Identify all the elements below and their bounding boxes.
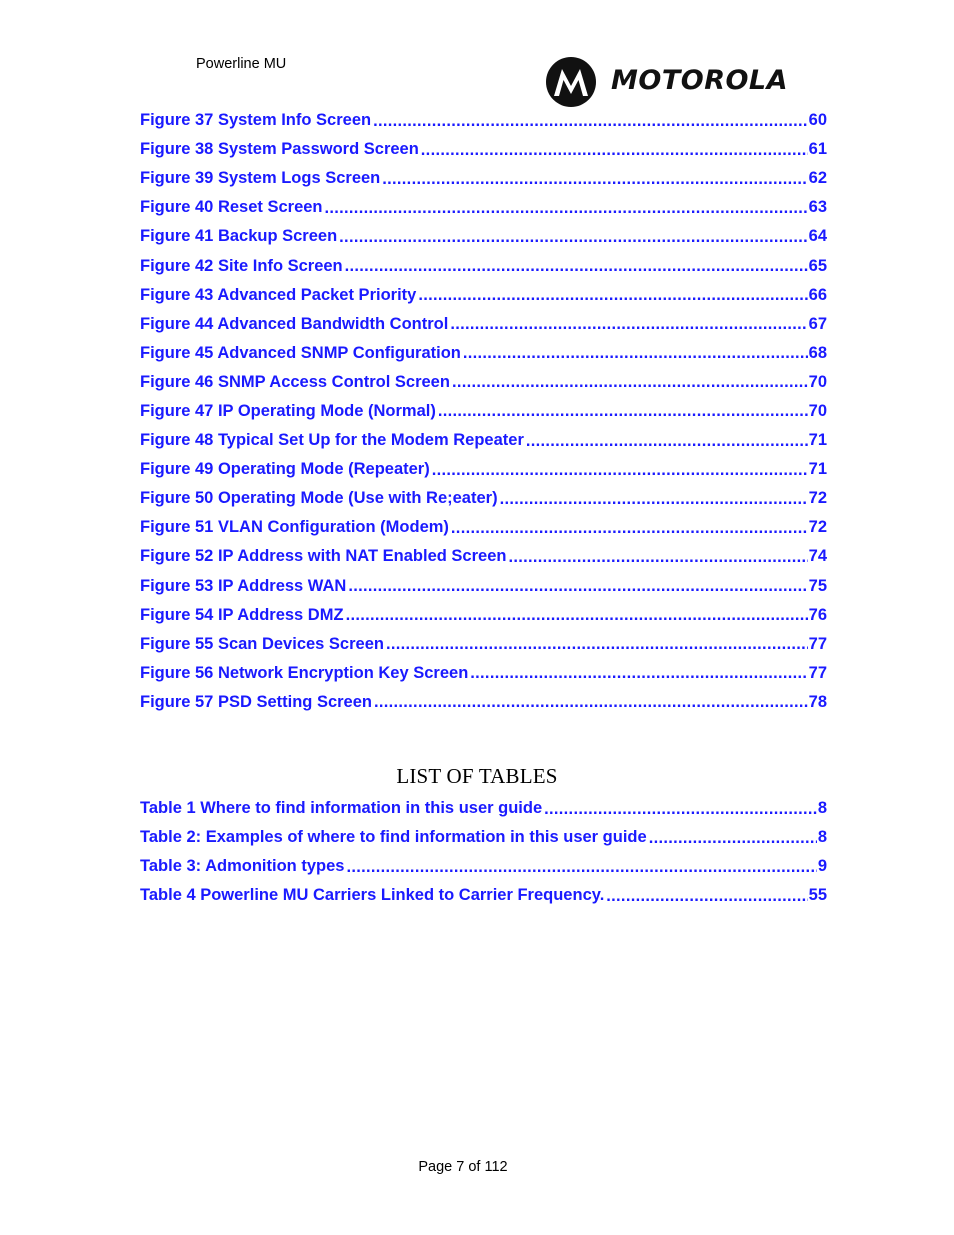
motorola-logo [545, 56, 815, 108]
toc-entry-page: 67 [808, 314, 827, 333]
toc-entry-page: 61 [808, 140, 827, 159]
toc-entry-figure-43[interactable] [140, 281, 827, 310]
toc-entry-page: 63 [808, 198, 827, 217]
document-header-title: Powerline MU [196, 56, 287, 72]
dot-leader [345, 256, 808, 276]
toc-entry-label: Figure 41 Backup Screen [140, 227, 338, 246]
dot-leader [346, 857, 816, 877]
toc-entry-figure-37[interactable] [140, 106, 827, 135]
toc-entry-figure-54[interactable] [140, 601, 827, 630]
toc-entry-figure-44[interactable] [140, 310, 827, 339]
dot-leader [606, 886, 807, 906]
dot-leader [452, 372, 808, 392]
dot-leader [508, 547, 807, 567]
dot-leader [374, 692, 808, 712]
toc-entry-page: 76 [808, 605, 827, 624]
toc-entry-label: Figure 39 System Logs Screen [140, 169, 381, 188]
toc-entry-table-1[interactable] [140, 794, 827, 823]
toc-entry-page: 65 [808, 256, 827, 275]
toc-entry-figure-40[interactable] [140, 193, 827, 222]
toc-entry-figure-52[interactable] [140, 542, 827, 571]
list-of-tables [140, 794, 827, 910]
toc-entry-page: 72 [808, 489, 827, 508]
dot-leader [373, 111, 808, 131]
toc-entry-label: Figure 46 SNMP Access Control Screen [140, 372, 450, 391]
toc-entry-table-3[interactable] [140, 852, 827, 881]
toc-entry-figure-55[interactable] [140, 630, 827, 659]
toc-entry-figure-51[interactable] [140, 513, 827, 542]
toc-entry-page: 77 [808, 663, 827, 682]
dot-leader [649, 828, 817, 848]
toc-entry-page: 70 [808, 401, 827, 420]
toc-entry-label: Figure 52 IP Address with NAT Enabled Screen [140, 547, 507, 566]
toc-entry-figure-53[interactable] [140, 572, 827, 601]
dot-leader [325, 198, 808, 218]
dot-leader [470, 663, 807, 683]
toc-entry-page: 78 [808, 692, 827, 711]
toc-entry-page: 71 [808, 431, 827, 450]
toc-entry-figure-49[interactable] [140, 455, 827, 484]
dot-leader [463, 343, 808, 363]
toc-entry-figure-47[interactable] [140, 397, 827, 426]
toc-entry-figure-56[interactable] [140, 659, 827, 688]
dot-leader [451, 518, 808, 538]
toc-entry-figure-39[interactable] [140, 164, 827, 193]
toc-entry-label: Figure 40 Reset Screen [140, 198, 323, 217]
toc-entry-figure-45[interactable] [140, 339, 827, 368]
dot-leader [418, 285, 807, 305]
toc-entry-page: 70 [808, 372, 827, 391]
dot-leader [382, 169, 807, 189]
toc-entry-table-2[interactable] [140, 823, 827, 852]
toc-entry-label: Table 2: Examples of where to find information in this user guide [140, 828, 647, 847]
toc-entry-page: 77 [808, 634, 827, 653]
dot-leader [432, 460, 808, 480]
toc-entry-label: Figure 51 VLAN Configuration (Modem) [140, 518, 449, 537]
toc-entry-page: 8 [817, 799, 827, 818]
toc-entry-figure-41[interactable] [140, 222, 827, 251]
toc-entry-label: Figure 57 PSD Setting Screen [140, 692, 372, 711]
toc-entry-label: Figure 55 Scan Devices Screen [140, 634, 384, 653]
toc-entry-page: 8 [817, 828, 827, 847]
toc-entry-figure-50[interactable] [140, 484, 827, 513]
toc-entry-label: Table 3: Admonition types [140, 857, 345, 876]
toc-entry-label: Figure 45 Advanced SNMP Configuration [140, 343, 461, 362]
toc-entry-label: Figure 50 Operating Mode (Use with Re;eater) [140, 489, 498, 508]
toc-entry-figure-42[interactable] [140, 251, 827, 280]
toc-entry-figure-38[interactable] [140, 135, 827, 164]
toc-entry-page: 55 [808, 886, 827, 905]
list-of-figures [140, 106, 827, 717]
toc-entry-page: 71 [808, 460, 827, 479]
toc-entry-figure-46[interactable] [140, 368, 827, 397]
dot-leader [450, 314, 807, 334]
dot-leader [438, 401, 808, 421]
toc-entry-page: 62 [808, 169, 827, 188]
toc-entry-label: Figure 42 Site Info Screen [140, 256, 343, 275]
toc-entry-label: Figure 48 Typical Set Up for the Modem Repeater [140, 431, 524, 450]
toc-entry-page: 64 [808, 227, 827, 246]
dot-leader [544, 799, 817, 819]
toc-entry-label: Figure 44 Advanced Bandwidth Control [140, 314, 449, 333]
toc-entry-page: 9 [817, 857, 827, 876]
toc-entry-label: Figure 56 Network Encryption Key Screen [140, 663, 469, 682]
toc-entry-figure-48[interactable] [140, 426, 827, 455]
dot-leader [500, 489, 808, 509]
toc-entry-label: Figure 43 Advanced Packet Priority [140, 285, 417, 304]
toc-entry-label: Table 1 Where to find information in this user guide [140, 799, 543, 818]
toc-entry-table-4[interactable] [140, 881, 827, 910]
list-of-tables-heading: LIST OF TABLES [396, 764, 558, 788]
toc-entry-label: Figure 47 IP Operating Mode (Normal) [140, 401, 436, 420]
toc-entry-page: 75 [808, 576, 827, 595]
toc-entry-page: 68 [808, 343, 827, 362]
toc-entry-page: 60 [808, 111, 827, 130]
toc-entry-page: 66 [808, 285, 827, 304]
page-number-footer: Page 7 of 112 [418, 1159, 508, 1175]
toc-entry-label: Figure 53 IP Address WAN [140, 576, 347, 595]
motorola-batwing-icon [545, 56, 597, 108]
toc-entry-figure-57[interactable] [140, 688, 827, 717]
dot-leader [421, 140, 808, 160]
dot-leader [526, 431, 808, 451]
toc-entry-label: Table 4 Powerline MU Carriers Linked to Carrier Frequency. [140, 886, 605, 905]
toc-entry-page: 74 [808, 547, 827, 566]
dot-leader [348, 576, 807, 596]
toc-entry-label: Figure 38 System Password Screen [140, 140, 419, 159]
dot-leader [339, 227, 807, 247]
dot-leader [386, 634, 808, 654]
toc-entry-label: Figure 54 IP Address DMZ [140, 605, 344, 624]
dot-leader [346, 605, 808, 625]
toc-entry-label: Figure 37 System Info Screen [140, 111, 372, 130]
toc-entry-label: Figure 49 Operating Mode (Repeater) [140, 460, 430, 479]
motorola-wordmark: MOTOROLA [611, 65, 789, 96]
toc-entry-page: 72 [808, 518, 827, 537]
